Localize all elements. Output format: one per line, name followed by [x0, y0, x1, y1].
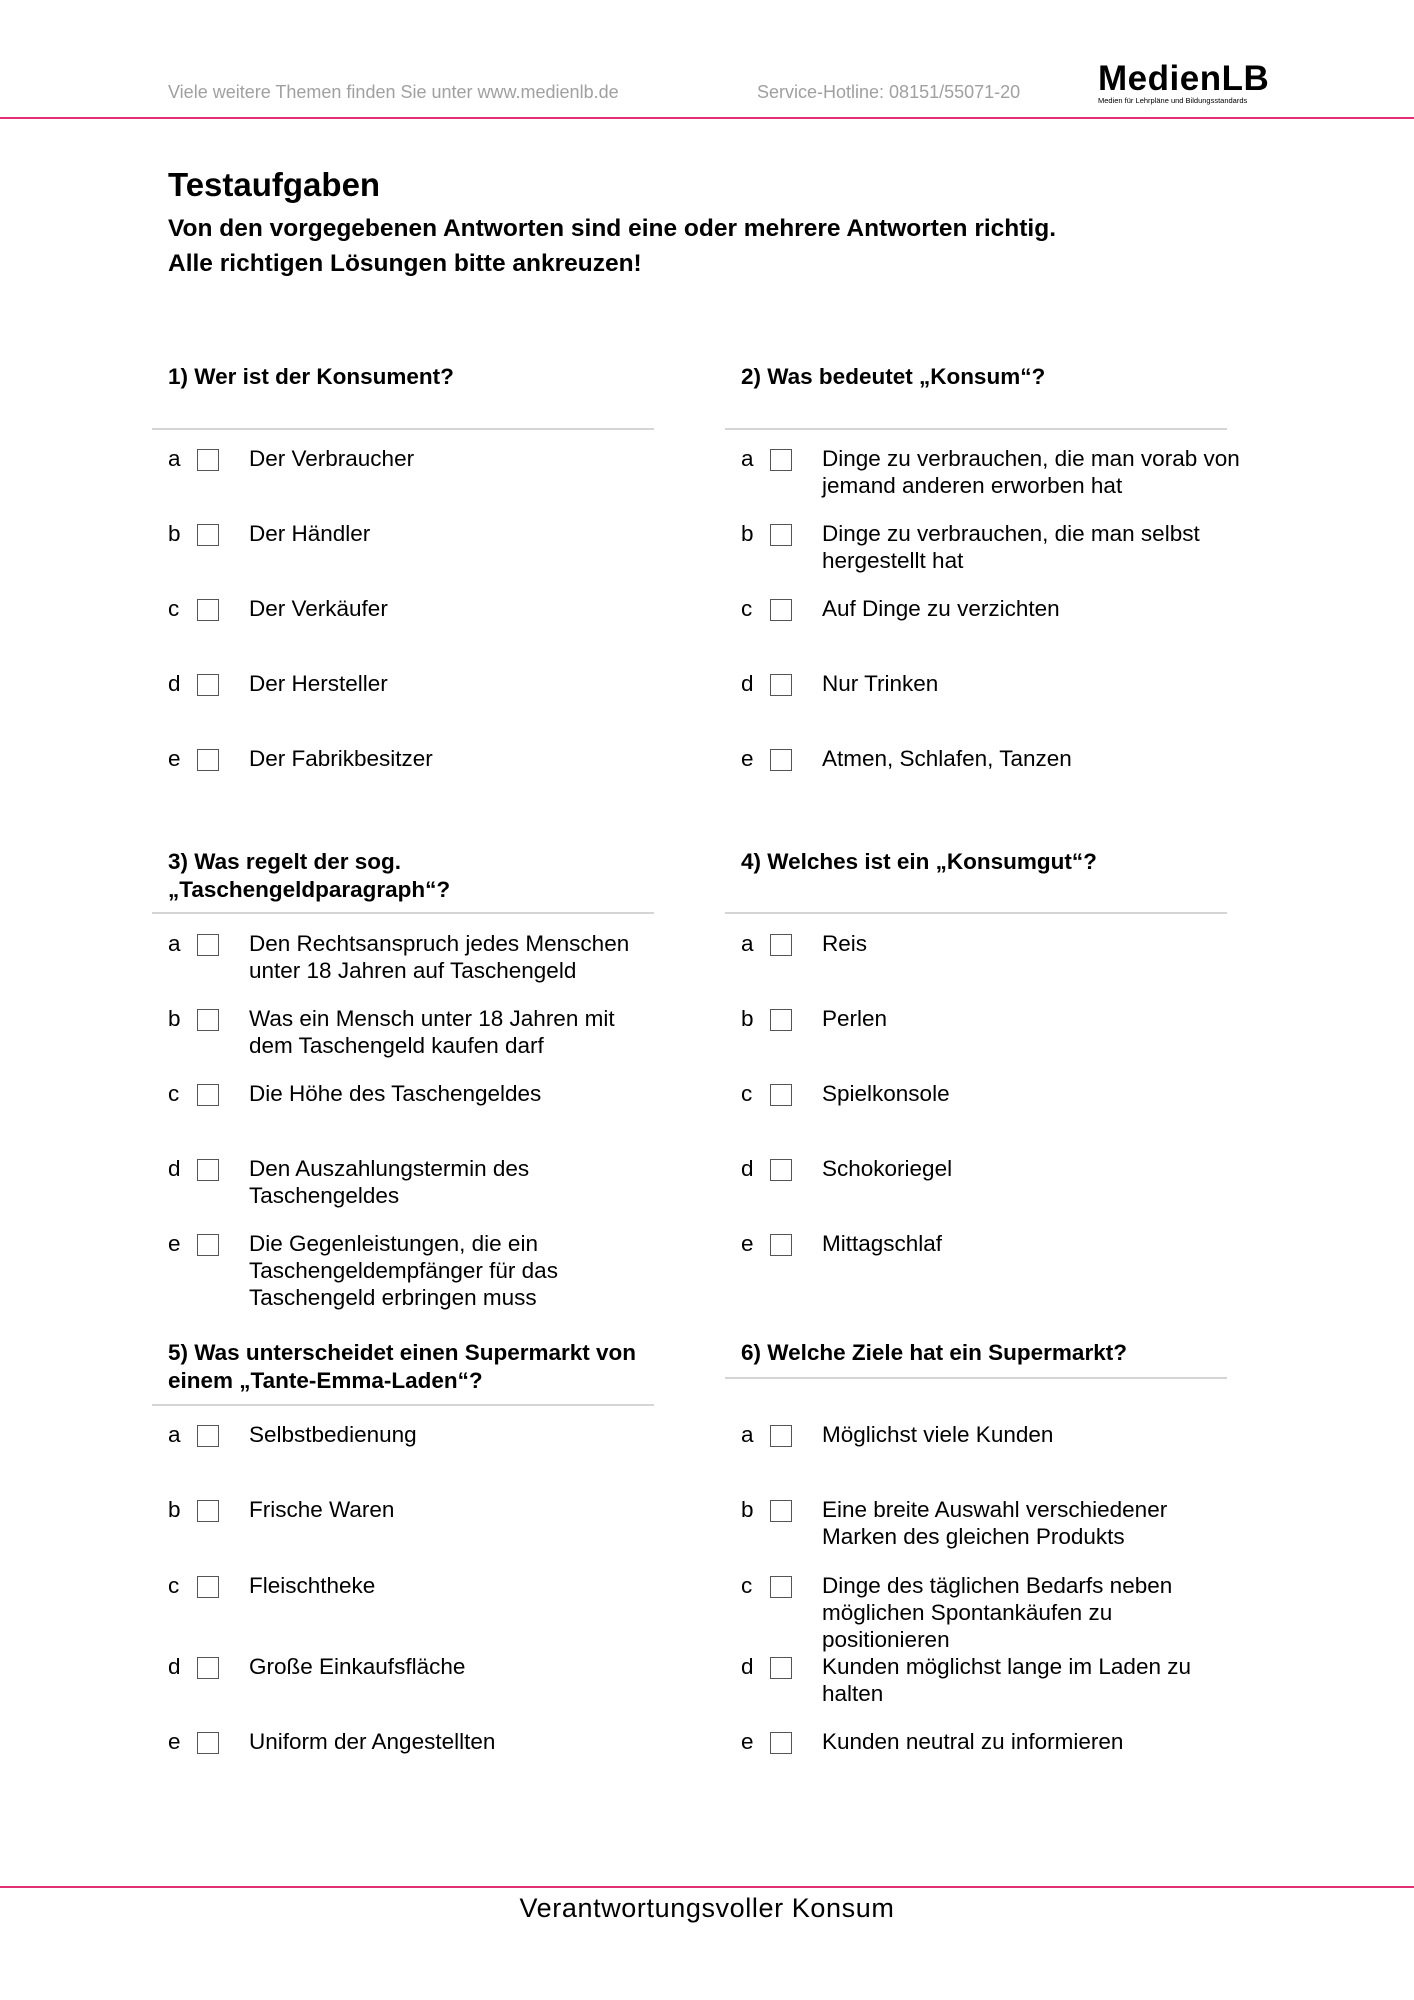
- answer-checkbox[interactable]: [770, 449, 792, 471]
- answer-checkbox[interactable]: [770, 1009, 792, 1031]
- question-divider: [152, 912, 654, 914]
- option-text: Uniform der Angestellten: [249, 1729, 496, 1754]
- question-divider: [725, 912, 1227, 914]
- option-text: Spielkonsole: [822, 1081, 950, 1106]
- answer-checkbox[interactable]: [770, 1425, 792, 1447]
- option-letter: e: [741, 1231, 754, 1256]
- option-text: Der Verbraucher: [249, 446, 415, 471]
- question-divider: [152, 428, 654, 430]
- question-divider: [152, 1404, 654, 1406]
- option-text: Große Einkaufsfläche: [249, 1654, 466, 1679]
- option-text: Der Hersteller: [249, 671, 388, 696]
- option-text: Reis: [822, 931, 868, 956]
- answer-checkbox[interactable]: [770, 674, 792, 696]
- option-text: Dinge des täglichen Bedarfs neben möglichen Spontankäufen zu positionieren: [822, 1573, 1173, 1652]
- answer-checkbox[interactable]: [197, 1084, 219, 1106]
- option-letter: a: [741, 931, 754, 956]
- option-letter: d: [741, 1156, 754, 1181]
- question-text: 6) Welche Ziele hat ein Supermarkt?: [741, 1340, 1127, 1365]
- option-letter: d: [168, 1654, 181, 1679]
- answer-checkbox[interactable]: [770, 1576, 792, 1598]
- option-text: Den Auszahlungstermin des Taschengeldes: [249, 1156, 530, 1208]
- option-letter: e: [741, 1729, 754, 1754]
- option-letter: c: [168, 1573, 180, 1598]
- option-text: Der Fabrikbesitzer: [249, 746, 433, 771]
- logo-tagline: Medien für Lehrpläne und Bildungsstandards: [1098, 96, 1248, 105]
- answer-checkbox[interactable]: [770, 1084, 792, 1106]
- option-text: Was ein Mensch unter 18 Jahren mit dem Taschengeld kaufen darf: [249, 1006, 615, 1058]
- option-text: Den Rechtsanspruch jedes Menschen unter 18 Jahren auf Taschengeld: [249, 931, 630, 983]
- answer-checkbox[interactable]: [197, 524, 219, 546]
- answer-checkbox[interactable]: [197, 599, 219, 621]
- option-text: Frische Waren: [249, 1497, 395, 1522]
- answer-checkbox[interactable]: [770, 599, 792, 621]
- option-text: Der Verkäufer: [249, 596, 388, 621]
- answer-checkbox[interactable]: [770, 524, 792, 546]
- option-letter: c: [741, 1573, 753, 1598]
- option-text: Dinge zu verbrauchen, die man selbst hergestellt hat: [822, 521, 1200, 573]
- answer-checkbox[interactable]: [770, 1732, 792, 1754]
- answer-checkbox[interactable]: [197, 449, 219, 471]
- answer-checkbox[interactable]: [770, 1500, 792, 1522]
- answer-checkbox[interactable]: [770, 749, 792, 771]
- answer-checkbox[interactable]: [770, 934, 792, 956]
- option-letter: a: [168, 446, 181, 471]
- option-text: Möglichst viele Kunden: [822, 1422, 1054, 1447]
- option-letter: b: [168, 1497, 181, 1522]
- option-text: Schokoriegel: [822, 1156, 953, 1181]
- answer-checkbox[interactable]: [770, 1159, 792, 1181]
- option-letter: a: [168, 931, 181, 956]
- instruction-line-2: Alle richtigen Lösungen bitte ankreuzen!: [168, 250, 642, 277]
- answer-checkbox[interactable]: [197, 749, 219, 771]
- option-letter: a: [741, 446, 754, 471]
- instruction-line-1: Von den vorgegebenen Antworten sind eine oder mehrere Antworten richtig.: [168, 215, 1057, 242]
- answer-checkbox[interactable]: [197, 1234, 219, 1256]
- footer-title: Verantwortungsvoller Konsum: [519, 1893, 895, 1923]
- option-letter: e: [741, 746, 754, 771]
- question-text: 4) Welches ist ein „Konsumgut“?: [741, 849, 1097, 874]
- page-title: Testaufgaben: [168, 166, 381, 203]
- answer-checkbox[interactable]: [197, 1500, 219, 1522]
- option-letter: a: [741, 1422, 754, 1447]
- option-text: Fleischtheke: [249, 1573, 376, 1598]
- answer-checkbox[interactable]: [197, 1732, 219, 1754]
- option-letter: c: [168, 596, 180, 621]
- option-text: Atmen, Schlafen, Tanzen: [822, 746, 1072, 771]
- option-letter: c: [168, 1081, 180, 1106]
- question-text: 2) Was bedeutet „Konsum“?: [741, 364, 1046, 389]
- answer-checkbox[interactable]: [197, 1159, 219, 1181]
- answer-checkbox[interactable]: [197, 1576, 219, 1598]
- option-text: Nur Trinken: [822, 671, 939, 696]
- option-letter: c: [741, 1081, 753, 1106]
- option-text: Kunden möglichst lange im Laden zu halten: [822, 1654, 1191, 1706]
- option-letter: d: [741, 1654, 754, 1679]
- instructions: [168, 211, 1056, 281]
- option-text: Mittagschlaf: [822, 1231, 943, 1256]
- option-letter: e: [168, 746, 181, 771]
- medienlb-logo: [1098, 59, 1290, 106]
- option-letter: d: [741, 671, 754, 696]
- answer-checkbox[interactable]: [770, 1234, 792, 1256]
- option-letter: c: [741, 596, 753, 621]
- option-text: Dinge zu verbrauchen, die man vorab von jemand anderen erworben hat: [822, 446, 1240, 498]
- option-text: Perlen: [822, 1006, 888, 1031]
- header-website-note: Viele weitere Themen finden Sie unter www.medienlb.de: [168, 82, 619, 102]
- option-text: Auf Dinge zu verzichten: [822, 596, 1060, 621]
- option-text: Die Gegenleistungen, die ein Taschengeldempfänger für das Taschengeld erbringen muss: [249, 1231, 558, 1310]
- question-text: 5) Was unterscheidet einen Supermarkt von einem „Tante-Emma-Laden“?: [168, 1340, 637, 1393]
- answer-checkbox[interactable]: [197, 1425, 219, 1447]
- question-divider: [725, 1377, 1227, 1379]
- question-divider: [725, 428, 1227, 430]
- option-letter: e: [168, 1729, 181, 1754]
- option-letter: b: [168, 1006, 181, 1031]
- header-divider: [0, 117, 1414, 119]
- answer-checkbox[interactable]: [770, 1657, 792, 1679]
- header-hotline: Service-Hotline: 08151/55071-20: [757, 82, 1021, 102]
- answer-checkbox[interactable]: [197, 1009, 219, 1031]
- answer-checkbox[interactable]: [197, 674, 219, 696]
- option-text: Selbstbedienung: [249, 1422, 417, 1447]
- option-letter: b: [741, 521, 754, 546]
- option-text: Eine breite Auswahl verschiedener Marken des gleichen Produkts: [822, 1497, 1168, 1549]
- logo-wordmark: MedienLB: [1098, 59, 1270, 98]
- option-letter: b: [168, 521, 181, 546]
- option-letter: b: [741, 1006, 754, 1031]
- option-text: Die Höhe des Taschengeldes: [249, 1081, 542, 1106]
- answer-checkbox[interactable]: [197, 934, 219, 956]
- option-text: Kunden neutral zu informieren: [822, 1729, 1124, 1754]
- footer-divider: [0, 1886, 1414, 1888]
- question-text: 1) Wer ist der Konsument?: [168, 364, 454, 389]
- option-letter: d: [168, 1156, 181, 1181]
- option-text: Der Händler: [249, 521, 371, 546]
- option-letter: e: [168, 1231, 181, 1256]
- question-text: 3) Was regelt der sog. „Taschengeldparagraph“?: [168, 849, 451, 902]
- option-letter: b: [741, 1497, 754, 1522]
- option-letter: d: [168, 671, 181, 696]
- answer-checkbox[interactable]: [197, 1657, 219, 1679]
- option-letter: a: [168, 1422, 181, 1447]
